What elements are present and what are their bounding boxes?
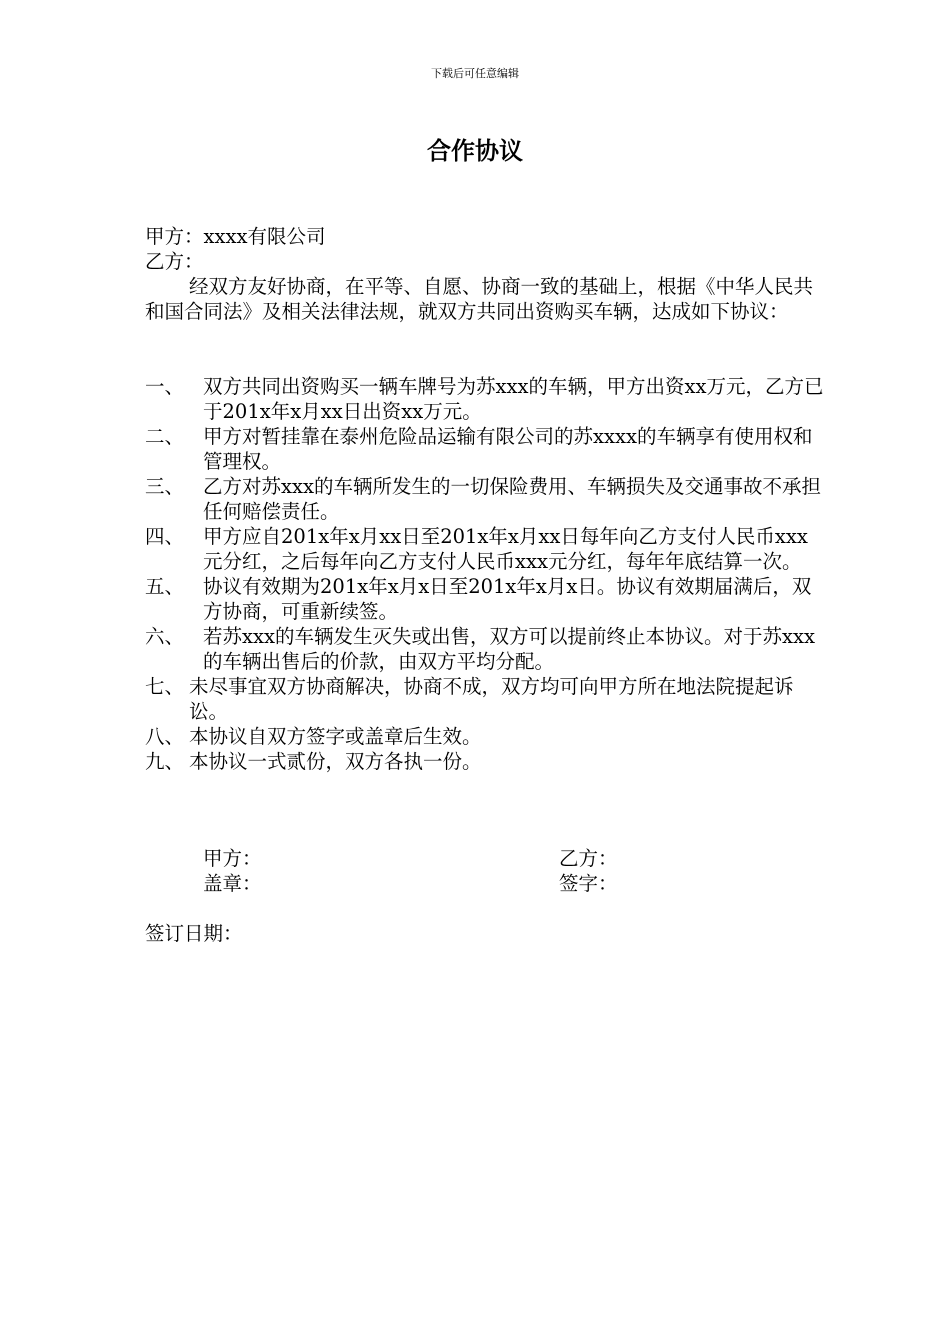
clause-5 [145, 574, 825, 624]
clauses-list [145, 374, 825, 774]
clause-1 [145, 374, 825, 424]
clause-text: 未尽事宜双方协商解决，协商不成，双方均可向甲方所在地法院提起诉讼。 [189, 675, 794, 723]
clause-number: 七、 [145, 675, 185, 698]
clause-text: 本协议自双方签字或盖章后生效。 [189, 725, 482, 748]
parties-block [145, 224, 825, 324]
party-a-signature-label: 甲方： [203, 847, 262, 870]
signature-row-marks [203, 871, 743, 896]
clause-number: 八、 [145, 725, 185, 748]
clause-text: 若苏xxx的车辆发生灭失或出售，双方可以提前终止本协议。对于苏xxx的车辆出售后的价款，由双方平均分配。 [203, 625, 815, 673]
clause-8 [145, 724, 825, 749]
party-a-line: 甲方：xxxx有限公司 [145, 225, 326, 248]
signature-block [203, 846, 743, 896]
clause-number: 一、 [145, 375, 185, 398]
clause-number: 五、 [145, 575, 185, 598]
clause-6 [145, 624, 825, 674]
clause-text: 本协议一式贰份，双方各执一份。 [189, 750, 482, 773]
clause-7 [145, 674, 825, 724]
clause-4 [145, 524, 825, 574]
clause-2 [145, 424, 825, 474]
clause-text: 乙方对苏xxx的车辆所发生的一切保险费用、车辆损失及交通事故不承担任何赔偿责任。 [203, 475, 821, 523]
clause-text: 甲方应自201x年x月xx日至201x年x月xx日每年向乙方支付人民币xxx元分红，之后每年向乙方支付人民币xxx元分红，每年年底结算一次。 [203, 525, 808, 573]
clause-text: 双方共同出资购买一辆车牌号为苏xxx的车辆，甲方出资xx万元，乙方已于201x年x月xx日出资xx万元。 [203, 375, 824, 423]
party-b-signature-label: 乙方： [559, 847, 618, 870]
clause-text: 甲方对暂挂靠在泰州危险品运输有限公司的苏xxxx的车辆享有使用权和管理权。 [203, 425, 813, 473]
clause-number: 四、 [145, 525, 185, 548]
intro-paragraph: 经双方友好协商，在平等、自愿、协商一致的基础上，根据《中华人民共和国合同法》及相关法律法规，就双方共同出资购买车辆，达成如下协议： [145, 275, 814, 323]
clause-text: 协议有效期为201x年x月x日至201x年x月x日。协议有效期届满后，双方协商，可重新续签。 [203, 575, 812, 623]
signature-row-labels [203, 846, 743, 871]
document-title: 合作协议 [427, 137, 523, 165]
party-a-seal-label: 盖章： [203, 872, 262, 895]
clause-number: 三、 [145, 475, 185, 498]
clause-number: 九、 [145, 750, 185, 773]
clause-number: 六、 [145, 625, 185, 648]
party-b-sign-label: 签字： [559, 872, 618, 895]
signing-date-label: 签订日期： [145, 922, 243, 945]
header-note: 下载后可任意编辑 [431, 67, 519, 80]
clause-9 [145, 749, 825, 774]
clause-number: 二、 [145, 425, 185, 448]
clause-3 [145, 474, 825, 524]
party-b-line: 乙方： [145, 250, 204, 273]
